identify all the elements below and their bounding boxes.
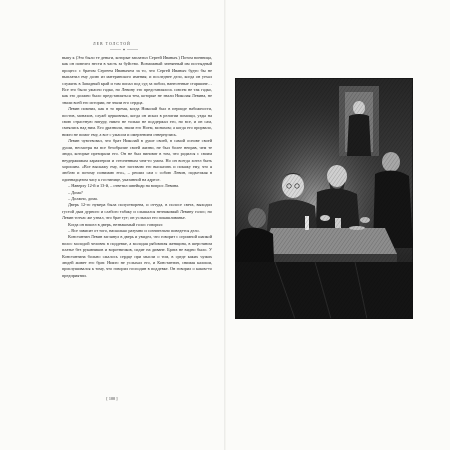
paragraph: Когда он вошел в дверь, незнакомый голос говорил: (68, 221, 164, 227)
running-head: ЛЕВ ТОЛСТОЙ (93, 42, 131, 46)
paragraph: Константин Левин заглянул в дверь и увидел, что говорит с огромной шапкой волос молодой человек в поддевке, а молодая рябоватая женщина, в шерстяном платье без рукавчиков и воротничков, сидит на диване. Брата не видно было. У Константина больно сжалось сердце при мысли о том, в среде каких чужих людей живет его брат. Никто не услыхал его, и Константин, снимая калоши, прислушивался к тому, что говорил господин в поддевке. Он говорил о каком-то предприятии. (62, 234, 212, 278)
left-page (0, 0, 224, 450)
engraving-men-at-table-icon (235, 78, 413, 319)
paragraph: Левин чувствовал, что брат Николай в душе своей, в самой основе своей души, несмотря на все безобразие своей жизни, не был более неправ, чем те люди, которые презирали его. Он не был виноват в том, что родился с своим неудержимым характером и стесненным чем-то умом. Но он всегда хотел быть хорошим. «Все выскажу ему, все заставлю его высказать и покажу ему, что я люблю и потому понимаю его», – решил сам с собою Левин, подъезжая в одиннадцатом часу к гостинице, указанной на адресе. (62, 138, 212, 182)
paragraph: выпу к (Это было те деньги, которые заплатил Сергей Иваныч.) Потом воевница, как он повелел нести в часть за буйство. Возможный затеянный им постыдный процесс с братом Сергеем Иванычем за то, что Сергей Иваныч будто бы не выплатил ему долю из материнского имения; и последнее дело, когда он уехал служить в Западный край и там попал под суд за побои, нанесенные старшине… Все это было ужасно гадко, но Левину это представлялось совсем не так гадко, как это должно было представляться тем, которые не знали Николая Левина, не знали всей его истории, не знали его сердца. (62, 55, 212, 105)
paragraph: – Наверху 12-й и 13-й, – ответил швейцар на вопрос Левина. (68, 183, 180, 189)
paragraph: – Должно, дома. (68, 195, 98, 201)
paragraph: Дверь 12-го нумера была полуотворена, и оттуда, в полосе света, выходил густой дым дурного и слабого табаку и слышался незнакомый Левину голос; но Левин тотчас же узнал, что брат тут; он услыхал его покашливанье. (62, 202, 212, 221)
right-page (226, 0, 450, 450)
paragraph: Левин помнил, как в то время, когда Николай был в периоде набожности, постов, монахов, служб церковных, когда он искал в религии помощи, узды на свою страстную натуру, никто не только не поддержал его, но все, и он сам, смеялись над ним. Его дразнили, звали его Ноем, монахом; а когда его прорвало, никто не помог ему, а все с ужасом и омерзением отвернулись. (62, 106, 212, 137)
ornament-rule-icon (110, 48, 138, 51)
paragraph: – Дома? (68, 189, 83, 195)
paragraph: – Все зависит от того, насколько разумно и сознательно поведется дело. (68, 227, 200, 233)
page-number: [ 100 ] (106, 396, 118, 401)
body-text (62, 55, 212, 335)
